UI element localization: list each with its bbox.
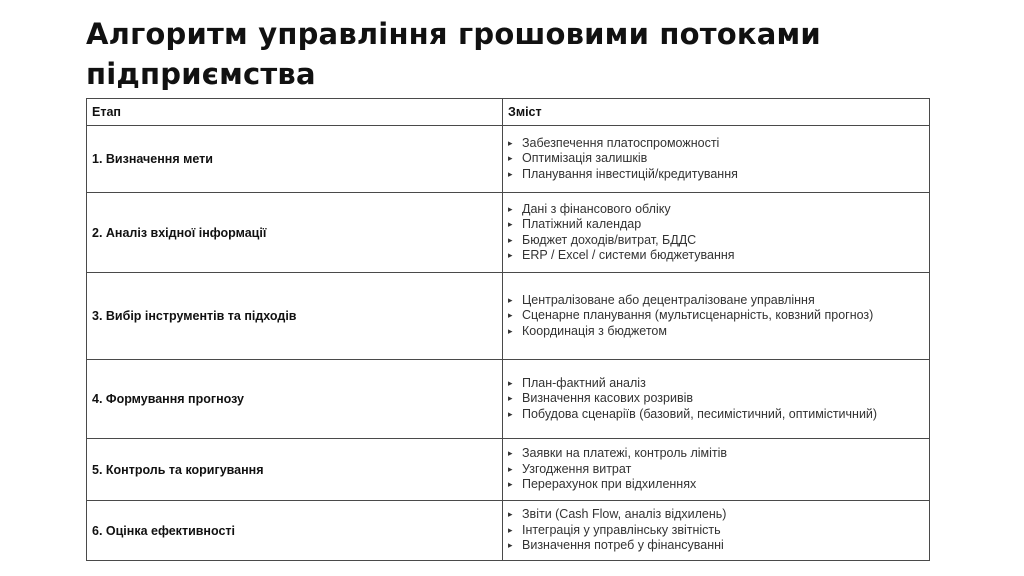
list-item-text: Координація з бюджетом (522, 323, 667, 338)
list-item-text: Оптимізація залишків (522, 151, 648, 166)
bullet-marker-icon: ▸ (508, 540, 513, 551)
bullet-marker-icon: ▸ (508, 325, 513, 336)
table-row (87, 360, 930, 439)
table-row (87, 439, 930, 501)
list-item (508, 324, 924, 339)
bullet-marker-icon: ▸ (508, 524, 513, 535)
list-item (508, 538, 924, 553)
list-item-text: Бюджет доходів/витрат, БДДС (522, 232, 697, 247)
list-item (508, 293, 924, 308)
list-item-text: План-фактний аналіз (522, 375, 646, 390)
list-item-text: Планування інвестицій/кредитування (522, 166, 738, 181)
bullet-list (508, 293, 924, 339)
bullet-marker-icon: ▸ (508, 463, 513, 474)
list-item-text: Інтеграція у управлінську звітність (522, 522, 721, 537)
stage-cell: 5. Контроль та коригування (87, 439, 503, 501)
bullet-marker-icon: ▸ (508, 408, 513, 419)
list-item (508, 233, 924, 248)
bullet-marker-icon: ▸ (508, 153, 513, 164)
list-item (508, 523, 924, 538)
list-item-text: Перерахунок при відхиленнях (522, 477, 697, 492)
table-header-row (87, 99, 930, 126)
table-row (87, 273, 930, 360)
column-header-content: Зміст (503, 99, 930, 126)
list-item (508, 308, 924, 323)
bullet-marker-icon: ▸ (508, 479, 513, 490)
list-item (508, 446, 924, 461)
bullet-list (508, 446, 924, 492)
list-item (508, 202, 924, 217)
table-row (87, 126, 930, 193)
list-item-text: Дані з фінансового обліку (522, 201, 671, 216)
bullet-marker-icon: ▸ (508, 137, 513, 148)
list-item-text: Сценарне планування (мультисценарність, ковзний прогноз) (522, 308, 874, 323)
content-cell (503, 273, 930, 360)
list-item-text: Забезпечення платоспроможності (522, 135, 720, 150)
list-item-text: Побудова сценаріїв (базовий, песимістичний, оптимістичний) (522, 406, 878, 421)
bullet-marker-icon: ▸ (508, 448, 513, 459)
list-item (508, 477, 924, 492)
bullet-list (508, 202, 924, 264)
table-row (87, 193, 930, 273)
content-cell (503, 126, 930, 193)
list-item (508, 167, 924, 182)
list-item-text: Платіжний календар (522, 217, 642, 232)
list-item-text: Заявки на платежі, контроль лімітів (522, 446, 728, 461)
list-item-text: Централізоване або децентралізоване управління (522, 292, 815, 307)
content-cell (503, 439, 930, 501)
bullet-marker-icon: ▸ (508, 509, 513, 520)
stage-cell: 6. Оцінка ефективності (87, 501, 503, 561)
page-title: Алгоритм управління грошовими потоками підприємства (86, 17, 821, 91)
table-row (87, 501, 930, 561)
list-item (508, 151, 924, 166)
list-item-text: Узгодження витрат (522, 461, 632, 476)
list-item (508, 376, 924, 391)
stage-cell: 2. Аналіз вхідної інформації (87, 193, 503, 273)
list-item (508, 407, 924, 422)
bullet-marker-icon: ▸ (508, 310, 513, 321)
column-header-stage: Етап (87, 99, 503, 126)
bullet-list (508, 376, 924, 422)
stage-cell: 1. Визначення мети (87, 126, 503, 193)
bullet-marker-icon: ▸ (508, 377, 513, 388)
list-item (508, 136, 924, 151)
list-item (508, 248, 924, 263)
list-item (508, 391, 924, 406)
list-item (508, 507, 924, 522)
algorithm-table (86, 98, 930, 561)
bullet-list (508, 507, 924, 553)
bullet-marker-icon: ▸ (508, 393, 513, 404)
list-item (508, 462, 924, 477)
bullet-list (508, 136, 924, 182)
bullet-marker-icon: ▸ (508, 234, 513, 245)
stage-cell: 3. Вибір інструментів та підходів (87, 273, 503, 360)
content-cell (503, 193, 930, 273)
bullet-marker-icon: ▸ (508, 168, 513, 179)
bullet-marker-icon: ▸ (508, 203, 513, 214)
stage-cell: 4. Формування прогнозу (87, 360, 503, 439)
bullet-marker-icon: ▸ (508, 294, 513, 305)
list-item-text: Визначення касових розривів (522, 391, 694, 406)
content-cell (503, 501, 930, 561)
bullet-marker-icon: ▸ (508, 249, 513, 260)
list-item-text: Звіти (Cash Flow, аналіз відхилень) (522, 507, 727, 522)
list-item-text: ERP / Excel / системи бюджетування (522, 247, 735, 262)
list-item-text: Визначення потреб у фінансуванні (522, 538, 724, 553)
list-item (508, 217, 924, 232)
bullet-marker-icon: ▸ (508, 219, 513, 230)
content-cell (503, 360, 930, 439)
